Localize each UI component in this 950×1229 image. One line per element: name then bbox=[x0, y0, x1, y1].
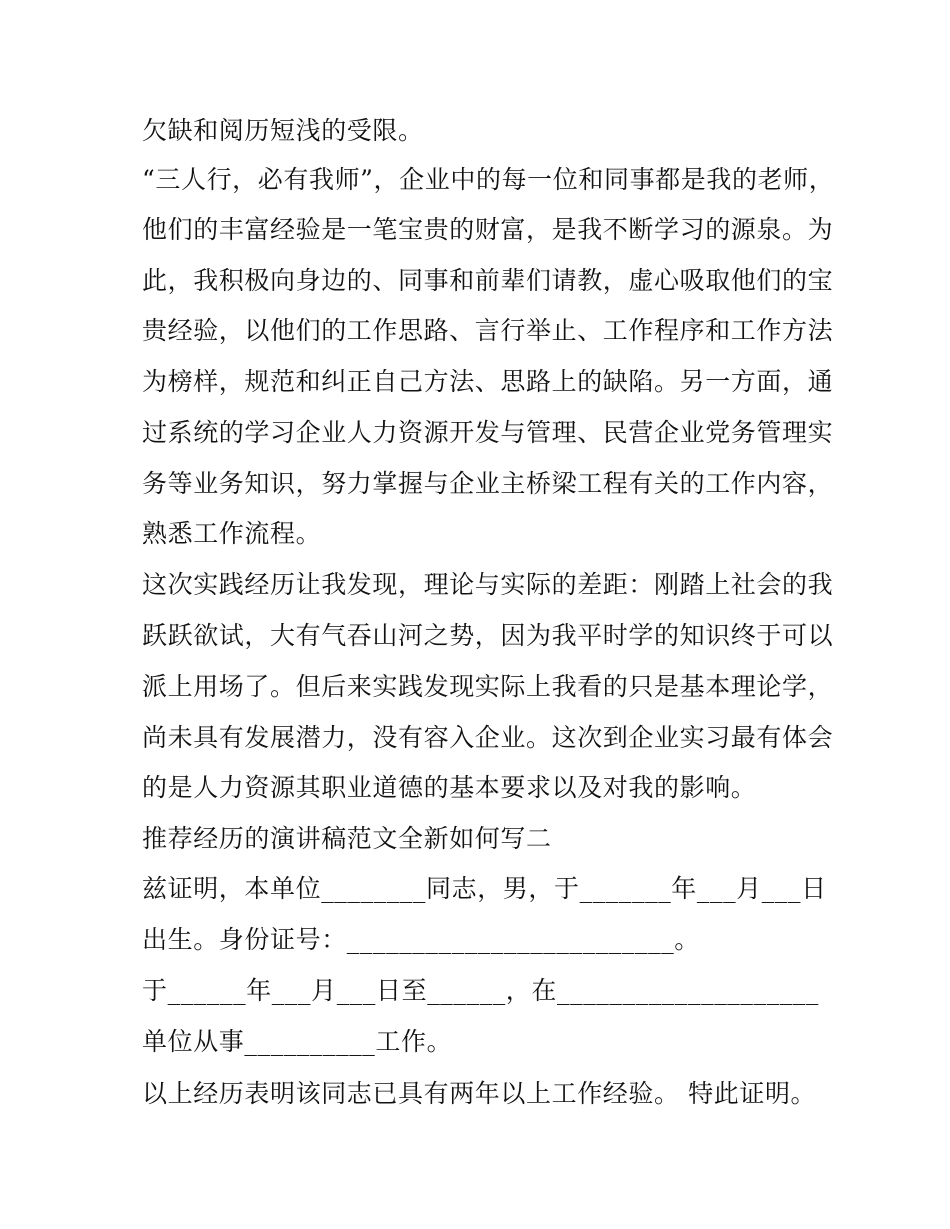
paragraph-line: 跃跃欲试，大有气吞山河之势，因为我平时学的知识终于可以 bbox=[142, 621, 834, 650]
form-line: 于______年___月___日至______，在____________________ bbox=[142, 976, 820, 1005]
paragraph-line: 派上用场了。但后来实践发现实际上我看的只是基本理论学， bbox=[142, 672, 834, 701]
paragraph-line: 务等业务知识，努力掌握与企业主桥梁工程有关的工作内容， bbox=[142, 469, 834, 498]
paragraph-line: 他们的丰富经验是一笔宝贵的财富，是我不断学习的源泉。为 bbox=[142, 215, 834, 244]
form-line: 单位从事__________工作。 bbox=[142, 1027, 453, 1056]
closing-line: 以上经历表明该同志已具有两年以上工作经验。 特此证明。 bbox=[142, 1079, 817, 1108]
paragraph-line: 欠缺和阅历短浅的受限。 bbox=[142, 116, 424, 145]
paragraph-line: 过系统的学习企业人力资源开发与管理、民营企业党务管理实 bbox=[142, 418, 834, 447]
paragraph-line: 为榜样，规范和纠正自己方法、思路上的缺陷。另一方面，通 bbox=[142, 367, 834, 396]
paragraph-line: 熟悉工作流程。 bbox=[142, 519, 322, 548]
paragraph-line: 尚未具有发展潜力，没有容入企业。这次到企业实习最有体会 bbox=[142, 723, 834, 752]
paragraph-line: “三人行，必有我师”，企业中的每一位和同事都是我的老师， bbox=[142, 165, 835, 194]
paragraph-line: 这次实践经历让我发现，理论与实际的差距：刚踏上社会的我 bbox=[142, 570, 834, 599]
paragraph-line: 此，我积极向身边的、同事和前辈们请教，虚心吸取他们的宝 bbox=[142, 266, 834, 295]
section-heading: 推荐经历的演讲稿范文全新如何写二 bbox=[142, 824, 552, 853]
form-line: 出生。身份证号：_________________________。 bbox=[142, 925, 700, 954]
paragraph-line: 的是人力资源其职业道德的基本要求以及对我的影响。 bbox=[142, 773, 757, 802]
form-line: 兹证明，本单位________同志，男，于_______年___月___日 bbox=[142, 874, 827, 903]
paragraph-line: 贵经验，以他们的工作思路、言行举止、工作程序和工作方法 bbox=[142, 316, 834, 345]
